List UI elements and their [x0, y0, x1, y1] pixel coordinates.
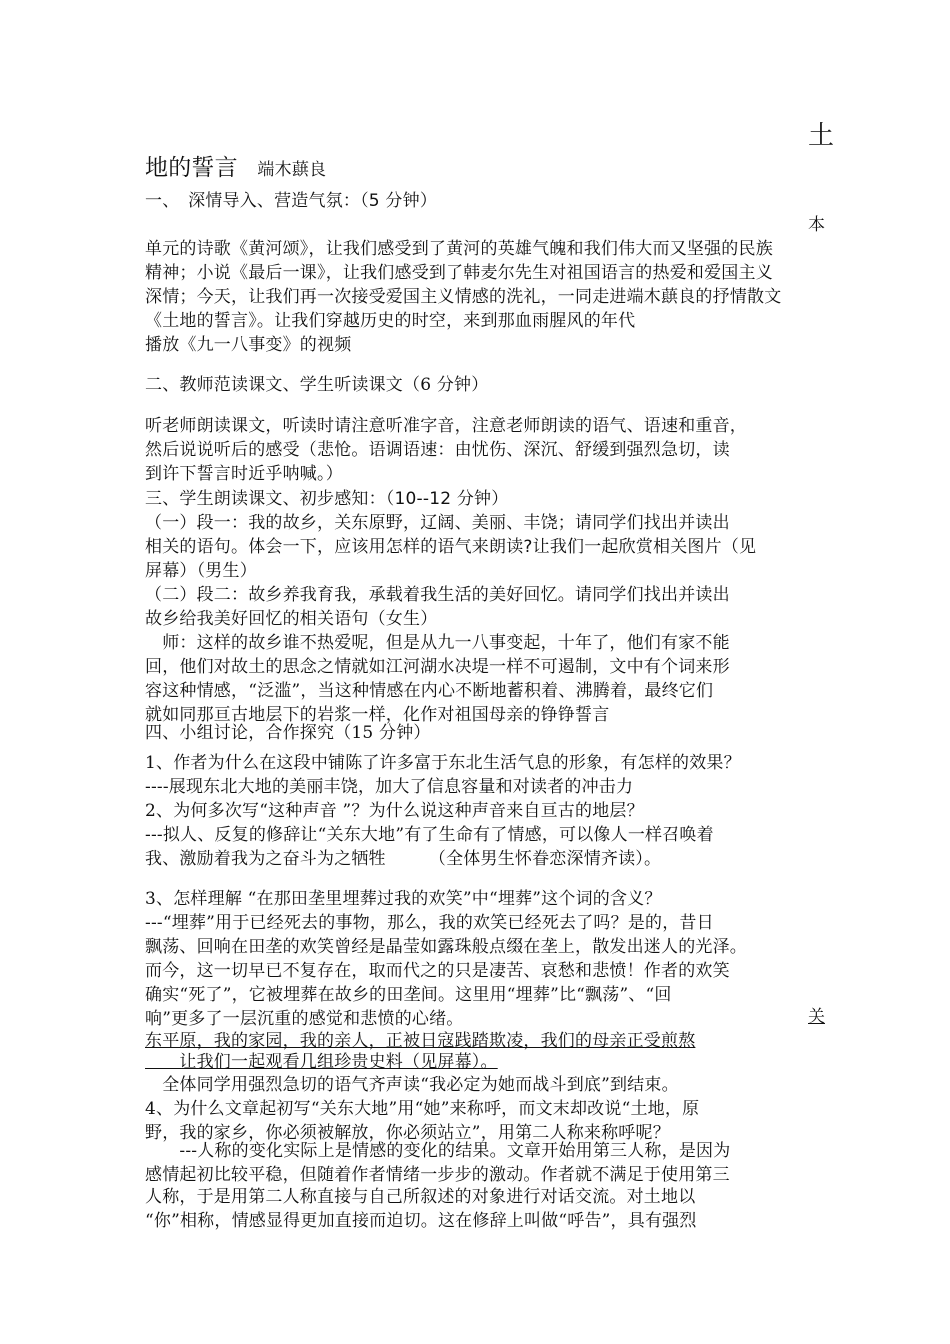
- title-main: 地的誓言: [145, 155, 238, 181]
- question-line: 1、作者为什么在这段中铺陈了许多富于东北生活气息的形象，有怎样的效果？: [145, 753, 741, 773]
- section-1-para-line: 《土地的誓言》。让我们穿越历史的时空，来到那血雨腥风的年代: [145, 311, 636, 331]
- section-3-para-line: 故乡给我美好回忆的相关语句（女生）: [145, 609, 438, 629]
- section-1-para-line: 深情；今天，让我们再一次接受爱国主义情感的洗礼，一同走进端木蕻良的抒情散文: [145, 287, 782, 307]
- section-3-text: 故乡养我育我，承载着我生活的美好回忆。请同学们找出并读出: [248, 585, 730, 605]
- section-1-video-note: 播放《九一八事变》的视频: [145, 335, 352, 355]
- section-3-para-line: 容这种情感，“泛滥”，当这种情感在内心不断地蓄积着、沸腾着，最终它们: [145, 681, 714, 701]
- answer-line: 人称，于是用第二人称直接与自己所叙述的对象进行对话交流。对土地以: [145, 1187, 696, 1207]
- underlined-line: 东平原，我的家园，我的亲人，正被日寇践踏欺凌，我们的母亲正受煎熬: [145, 1031, 696, 1051]
- section-3-para-line: [145, 536, 756, 558]
- section-4-heading: 四、小组讨论，合作探究（15 分钟）: [145, 723, 431, 743]
- section-3-para-line: [145, 584, 730, 606]
- section-1-para-line: 单元的诗歌《黄河颂》，让我们感受到了黄河的英雄气魄和我们伟大而又坚强的民族: [145, 239, 773, 259]
- section-3-heading: 三、学生朗读课文、初步感知：（10--12 分钟）: [145, 489, 509, 509]
- answer-line: 飘荡、回响在田垄的欢笑曾经是晶莹如露珠般点缀在垄上，散发出迷人的光泽。: [145, 937, 747, 957]
- margin-char-guan: 关: [808, 1007, 825, 1027]
- section-2-heading: 二、教师范读课文、学生听读课文（6 分钟）: [145, 375, 489, 395]
- question-line: 野，我的家乡，你必须被解放，你必须站立”，用第二人称来称呼呢？: [145, 1123, 670, 1143]
- answer-line: 感情起初比较平稳，但随着作者情绪一步步的激动。作者就不满足于使用第三: [145, 1165, 730, 1185]
- section-2-para-line: 到许下誓言时近乎呐喊。）: [145, 464, 343, 484]
- section-3-para-line: 师：这样的故乡谁不热爱呢，但是从九一八事变起，十年了，他们有家不能: [145, 633, 730, 653]
- answer-line: ---人称的变化实际上是情感的变化的结果。文章开始用第三人称，是因为: [145, 1141, 731, 1161]
- section-2-para-line: 听老师朗读课文，听读时请注意听准字音，注意老师朗读的语气、语速和重音，: [145, 416, 747, 436]
- question-line: 4、为什么文章起初写“关东大地”用“她”来称呼，而文末却改说“土地，原: [145, 1099, 700, 1119]
- section-2-para-line: [145, 439, 730, 461]
- underlined-line: 让我们一起观看几组珍贵史料（见屏幕）。: [145, 1052, 498, 1072]
- answer-line: 而今，这一切早已不复存在，取而代之的只是凄苦、哀愁和悲愤！作者的欢笑: [145, 961, 730, 981]
- section-2-text: 然后说说听后的感受（: [145, 440, 317, 460]
- question-line: 3、怎样理解 “在那田垄里埋葬过我的欢笑”中“埋葬”这个词的含义？: [145, 889, 662, 909]
- section-1-para-line: 精神；小说《最后一课》，让我们感受到了韩麦尔先生对祖国语言的热爱和爱国主义: [145, 263, 773, 283]
- section-3-para-line: 就如同那亘古地层下的岩浆一样，化作对祖国母亲的铮铮誓言: [145, 705, 610, 725]
- reading-instruction: 全体同学用强烈急切的语气齐声读“我必定为她而战斗到底”到结束。: [145, 1075, 679, 1095]
- margin-char-tu: 土: [808, 121, 835, 151]
- section-3-para-line: 回，他们对故土的思念之情就如江河湖水决堤一样不可遏制，文中有个词来形: [145, 657, 730, 677]
- section-3-label: （一）段一：: [145, 513, 249, 533]
- answer-line: 我、激励着我为之奋斗为之牺牲 （全体男生怀眷恋深情齐读）。: [145, 849, 662, 869]
- answer-line: ---拟人、反复的修辞让“关东大地”有了生命有了情感，可以像人一样召唤着: [145, 825, 714, 845]
- question-line: 2、为何多次写“这种声音 ”？为什么说这种声音来自亘古的地层？: [145, 801, 644, 821]
- section-1-heading: 一、 深情导入、营造气氛：（5 分钟）: [145, 191, 438, 211]
- title-author: 端木蕻良: [257, 160, 327, 180]
- section-3-text: 相关的语句。体会一下，应该用怎样的语气来朗读?: [145, 537, 533, 557]
- section-3-text: 我的故乡，关东原野，辽阔、美丽、丰饶；请同学们找出并读出: [248, 513, 730, 533]
- answer-line: ----展现东北大地的美丽丰饶，加大了信息容量和对读者的冲击力: [145, 777, 634, 797]
- section-3-label: （二）段二：: [145, 585, 249, 605]
- answer-line: 确实“死了”，它被埋葬在故乡的田垄间。这里用“埋葬”比“飘荡”、“回: [145, 985, 672, 1005]
- section-3-para-line: [145, 512, 730, 534]
- section-2-text: 悲怆。语调语速：由忧伤、深沉、舒缓到强烈急切，读: [317, 440, 730, 460]
- section-3-para-line: 屏幕）（男生）: [145, 561, 257, 581]
- document-title: [145, 154, 326, 182]
- answer-line: ---“埋葬”用于已经死去的事物，那么，我的欢笑已经死去了吗？是的，昔日: [145, 913, 714, 933]
- section-3-text: 让我们一起欣赏相关图片（见: [532, 537, 757, 557]
- answer-line: “你”相称，情感显得更加直接而迫切。这在修辞上叫做“呼告”，具有强烈: [145, 1211, 697, 1231]
- answer-line: 响”更多了一层沉重的感觉和悲愤的心绪。: [145, 1009, 464, 1029]
- margin-char-ben: 本: [808, 215, 825, 235]
